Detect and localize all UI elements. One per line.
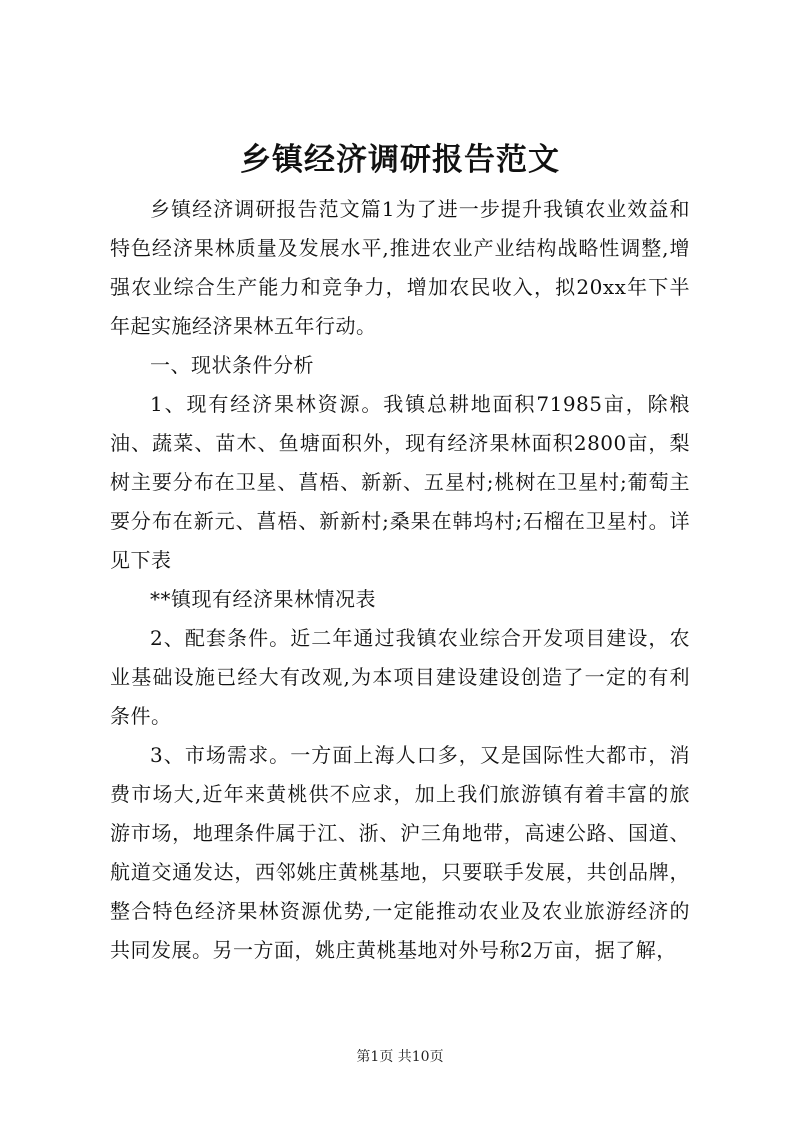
paragraph-intro: 乡镇经济调研报告范文篇1为了进一步提升我镇农业效益和特色经济果林质量及发展水平,推进农业产业结构战略性调整,增强农业综合生产能力和竞争力，增加农民收入，拟20xx年下半年起实施经济果林五年行动。	[110, 197, 690, 338]
paragraph-market: 3、市场需求。一方面上海人口多，又是国际性大都市，消费市场大,近年来黄桃供不应求，加上我们旅游镇有着丰富的旅游市场，地理条件属于江、浙、沪三角地带，高速公路、国道、航道交通发达，西邻姚庄黄桃基地，只要联手发展，共创品牌，整合特色经济果林资源优势,一定能推动农业及农业旅游经济的共同发展。另一方面，姚庄黄桃基地对外号称2万亩，据了解，	[110, 743, 690, 962]
page-title: 乡镇经济调研报告范文	[240, 142, 560, 178]
section-heading-status: 一、现状条件分析	[150, 353, 314, 377]
page-footer: 第1页 共10页	[356, 1049, 444, 1065]
paragraph-resources: 1、现有经济果林资源。我镇总耕地面积71985亩，除粮油、蔬菜、苗木、鱼塘面积外，现有经济果林面积2800亩，梨树主要分布在卫星、菖梧、新新、五星村;桃树在卫星村;葡萄主要分布在新元、菖梧、新新村;桑果在韩坞村;石榴在卫星村。详见下表	[110, 392, 690, 572]
paragraph-conditions: 2、配套条件。近二年通过我镇农业综合开发项目建设，农业基础设施已经大有改观,为本项目建设建设创造了一定的有利条件。	[110, 626, 690, 728]
table-caption: **镇现有经济果林情况表	[150, 587, 376, 611]
document-body	[110, 190, 690, 970]
